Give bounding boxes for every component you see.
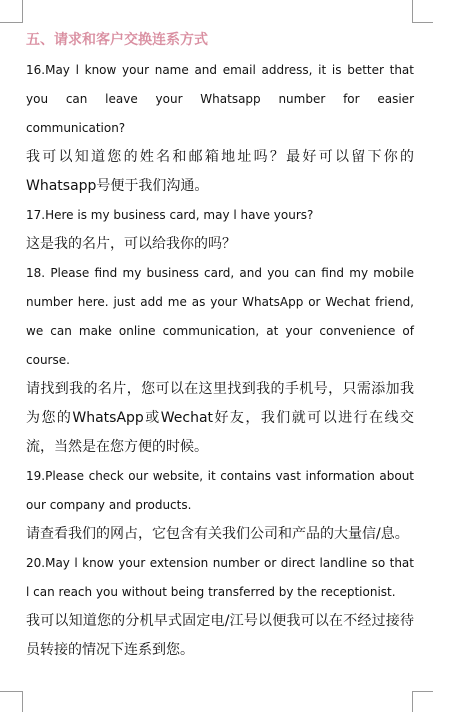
english-sentence: 19.Please check our website, it contains vast information about our company and products. — [26, 469, 414, 512]
page-corner-mark — [412, 0, 433, 23]
chinese-translation: 这是我的名片，可以给我你的吗？ — [26, 236, 236, 252]
chinese-translation: 我可以知道您的姓名和邮箱地址吗？最好可以留下你的Whatsapp号便于我们沟通。 — [26, 149, 414, 194]
chinese-translation: 请查看我们的网占，它包含有关我们公司和产品的大量信/息。 — [26, 526, 409, 542]
section-heading: 五、请求和客户交换连系方式 — [26, 32, 208, 48]
chinese-translation: 请找到我的名片，您可以在这里找到我的手机号，只需添加我为您的WhatsApp或Wechat好友，我们就可以进行在线交流，当然是在您方便的时候。 — [26, 381, 414, 455]
english-sentence: 17.Here is my business card, may l have yours? — [26, 208, 314, 222]
page-corner-mark — [0, 0, 23, 23]
page-corner-mark — [0, 691, 23, 712]
document-page — [26, 28, 414, 665]
english-sentence: 18. Please find my business card, and you can find my mobile number here. just add me as your WhatsApp or Wechat friend, we can make online communication, at your convenience of course. — [26, 266, 414, 367]
page-corner-mark — [412, 691, 433, 712]
english-sentence: 16.May l know your name and email address, it is better that you can leave your Whatsapp number for easier communication? — [26, 63, 414, 135]
chinese-translation: 我可以知道您的分机早式固定电/江号以便我可以在不经过接待员转接的情况下连系到您。 — [26, 613, 414, 658]
english-sentence: 20.May l know your extension number or direct landline so that l can reach you without being transferred by the receptionist. — [26, 556, 414, 599]
